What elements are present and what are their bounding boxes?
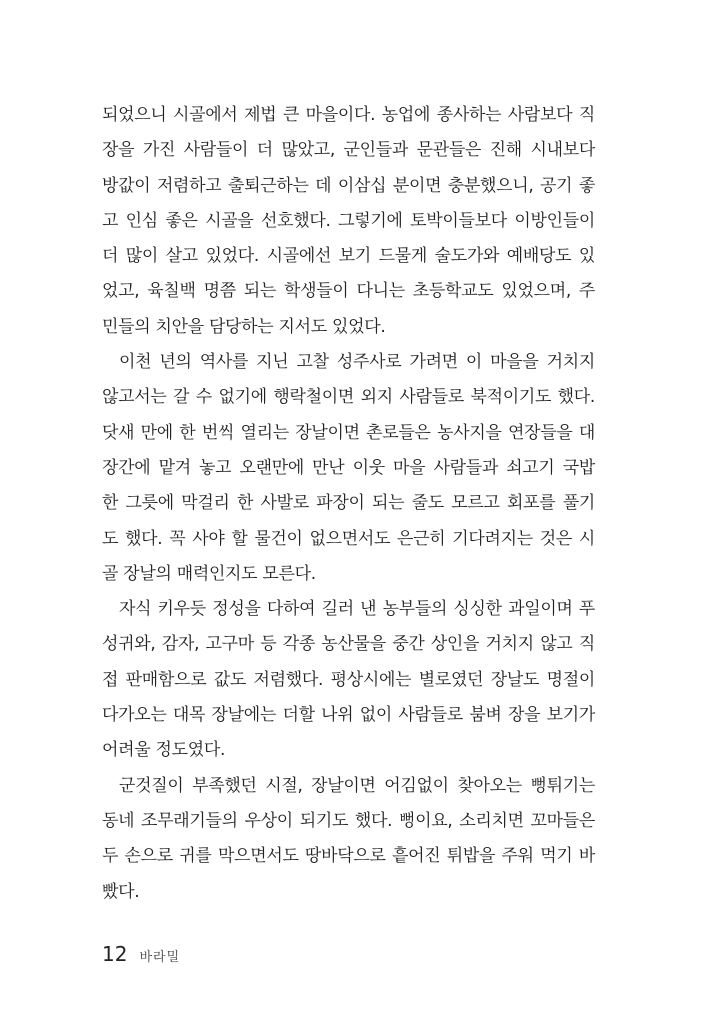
text-line: 자식 키우듯 정성을 다하여 길러 낸 농부들의 싱싱한 과일이며 푸: [119, 599, 595, 620]
text-line: 었고, 육칠백 명쯤 되는 학생들이 다니는 초등학교도 있었으며, 주: [102, 281, 595, 302]
text-line: 골 장날의 매력인지도 모른다.: [102, 563, 316, 584]
paragraph: [102, 345, 595, 592]
page-body: [102, 98, 595, 910]
text-line: 장을 가진 사람들이 더 많았고, 군인들과 문관들은 진해 시내보다: [102, 140, 595, 161]
text-line: 도 했다. 꼭 사야 할 물건이 없으면서도 은근히 기다려지는 것은 시: [102, 528, 595, 549]
text-line: 장간에 맡겨 놓고 오랜만에 만난 이웃 마을 사람들과 쇠고기 국밥: [102, 457, 595, 478]
text-line: 빴다.: [102, 881, 140, 902]
text-line: 접 판매함으로 값도 저렴했다. 평상시에는 별로였던 장날도 명절이: [102, 669, 595, 690]
paragraph: [102, 98, 595, 345]
text-line: 닷새 만에 한 번씩 열리는 장날이면 촌로들은 농사지을 연장들을 대: [102, 422, 595, 443]
text-line: 다가오는 대목 장날에는 더할 나위 없이 사람들로 붐벼 장을 보기가: [102, 705, 595, 726]
text-line: 고 인심 좋은 시골을 선호했다. 그렇기에 토박이들보다 이방인들이: [102, 210, 595, 231]
text-line: 더 많이 살고 있었다. 시골에선 보기 드물게 술도가와 예배당도 있: [102, 246, 595, 267]
text-line: 되었으니 시골에서 제법 큰 마을이다. 농업에 종사하는 사람보다 직: [102, 105, 595, 125]
paragraph: [102, 769, 595, 910]
text-line: 한 그릇에 막걸리 한 사발로 파장이 되는 줄도 모르고 회포를 풀기: [102, 493, 595, 514]
text-line: 두 손으로 귀를 막으면서도 땅바닥으로 흩어진 튀밥을 주워 먹기 바: [102, 846, 595, 867]
page-footer: [102, 942, 180, 972]
paragraph: [102, 592, 595, 768]
page-number: 12: [102, 942, 128, 966]
text-line: 군것질이 부족했던 시절, 장날이면 어김없이 찾아오는 뻥튀기는: [119, 775, 595, 796]
text-line: 민들의 치안을 담당하는 지서도 있었다.: [102, 316, 386, 337]
text-line: 동네 조무래기들의 우상이 되기도 했다. 뻥이요, 소리치면 꼬마들은: [102, 810, 595, 831]
text-line: 어려울 정도였다.: [102, 740, 226, 761]
text-line: 성귀와, 감자, 고구마 등 각종 농산물을 중간 상인을 거치지 않고 직: [102, 634, 595, 655]
text-line: 방값이 저렴하고 출퇴근하는 데 이삼십 분이면 충분했으니, 공기 좋: [102, 175, 595, 196]
text-line: 이천 년의 역사를 지닌 고찰 성주사로 가려면 이 마을을 거치지: [119, 352, 595, 373]
running-title: 바라밀: [139, 950, 181, 965]
text-line: 않고서는 갈 수 없기에 행락철이면 외지 사람들로 북적이기도 했다.: [102, 387, 595, 408]
